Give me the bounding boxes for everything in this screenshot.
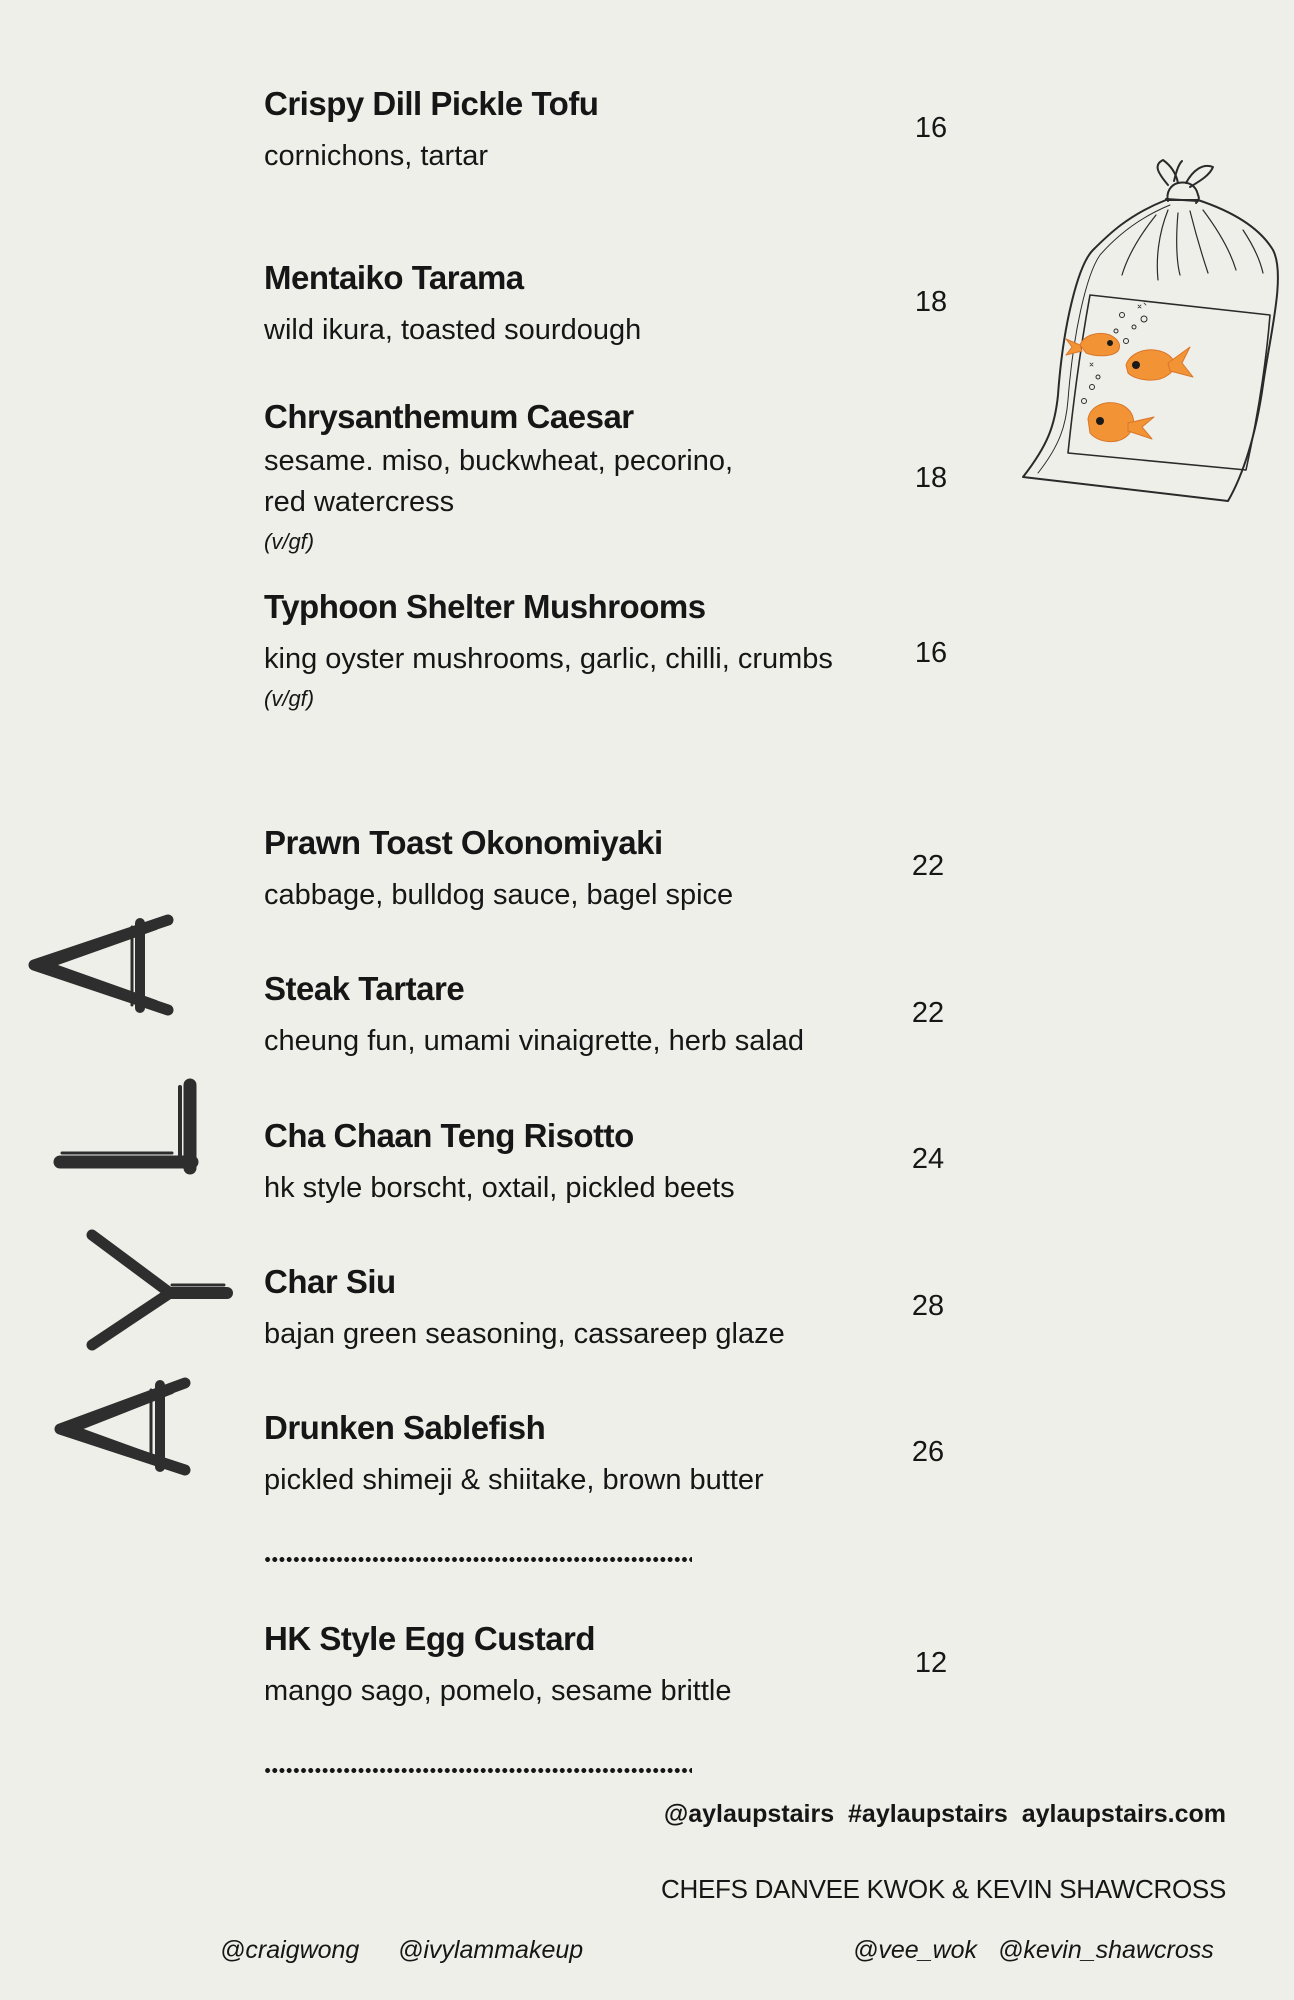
menu-item-chrysanthemum-caesar: [264, 397, 964, 555]
item-name: Cha Chaan Teng Risotto: [264, 1117, 634, 1154]
item-name: Char Siu: [264, 1263, 396, 1300]
item-price: 18: [914, 462, 948, 494]
menu-item-steak-tartare: [264, 969, 964, 1062]
item-price: 22: [911, 850, 945, 882]
item-name: Drunken Sablefish: [264, 1409, 546, 1446]
menu-item-cha-chaan-teng-risotto: [264, 1116, 964, 1209]
item-description: king oyster mushrooms, garlic, chilli, crumbs: [264, 643, 833, 675]
credit-handle: @ivylammakeup: [398, 1936, 584, 1964]
menu-item-mentaiko-tarama: [264, 258, 964, 351]
credit-handle: @vee_wok: [853, 1936, 978, 1964]
item-description: bajan green seasoning, cassareep glaze: [264, 1318, 785, 1350]
item-price: 18: [914, 286, 948, 318]
menu-item-hk-style-egg-custard: [264, 1619, 964, 1712]
logo-letter-l: [60, 1085, 192, 1168]
logo-letter-a-top: [34, 920, 168, 1010]
menu-item-prawn-toast-okonomiyaki: [264, 823, 964, 916]
item-description: mango sago, pomelo, sesame brittle: [264, 1675, 732, 1707]
menu-item-crispy-dill-pickle-tofu: [264, 84, 964, 177]
menu-item-typhoon-shelter-mushrooms: [264, 587, 964, 712]
item-description: cornichons, tartar: [264, 140, 489, 172]
dietary-tag: (v/gf): [264, 529, 315, 554]
dotted-divider: [264, 1768, 692, 1773]
item-description-line-1: sesame. miso, buckwheat, pecorino,: [264, 445, 734, 477]
social-handles: @aylaupstairs #aylaupstairs aylaupstairs.com: [663, 1800, 1226, 1828]
item-description-line-2: red watercress: [264, 486, 455, 518]
item-price: 12: [914, 1647, 948, 1679]
item-price: 28: [911, 1290, 945, 1322]
goldfish-bag-icon: [1018, 155, 1288, 505]
credit-handle: @kevin_shawcross: [998, 1936, 1214, 1964]
dietary-tag: (v/gf): [264, 686, 315, 711]
logo-letter-y: [92, 1235, 227, 1345]
item-name: Typhoon Shelter Mushrooms: [264, 588, 706, 625]
item-name: Chrysanthemum Caesar: [264, 398, 634, 435]
item-price: 22: [911, 997, 945, 1029]
item-name: Mentaiko Tarama: [264, 259, 524, 296]
menu-item-char-siu: [264, 1262, 964, 1355]
chefs-credit: CHEFS DANVEE KWOK & KEVIN SHAWCROSS: [661, 1874, 1226, 1904]
goldfish-icon: [1126, 347, 1193, 380]
item-name: HK Style Egg Custard: [264, 1620, 596, 1657]
item-description: wild ikura, toasted sourdough: [264, 314, 642, 346]
item-price: 16: [914, 112, 948, 144]
item-description: pickled shimeji & shiitake, brown butter: [264, 1464, 764, 1496]
logo-letter-a-bottom: [60, 1383, 185, 1470]
item-price: 24: [911, 1143, 945, 1175]
goldfish-icon: [1066, 333, 1120, 355]
menu-item-drunken-sablefish: [264, 1408, 964, 1501]
item-description: cheung fun, umami vinaigrette, herb salad: [264, 1025, 805, 1057]
item-description: hk style borscht, oxtail, pickled beets: [264, 1172, 735, 1204]
item-price: 16: [914, 637, 948, 669]
item-name: Steak Tartare: [264, 970, 465, 1007]
goldfish-icon: [1088, 403, 1154, 442]
credit-handle: @craigwong: [220, 1936, 360, 1964]
item-description: cabbage, bulldog sauce, bagel spice: [264, 879, 734, 911]
dotted-divider: [264, 1557, 692, 1562]
item-name: Crispy Dill Pickle Tofu: [264, 85, 599, 122]
item-price: 26: [911, 1436, 945, 1468]
ayla-logo: [20, 905, 235, 1525]
item-name: Prawn Toast Okonomiyaki: [264, 824, 663, 861]
